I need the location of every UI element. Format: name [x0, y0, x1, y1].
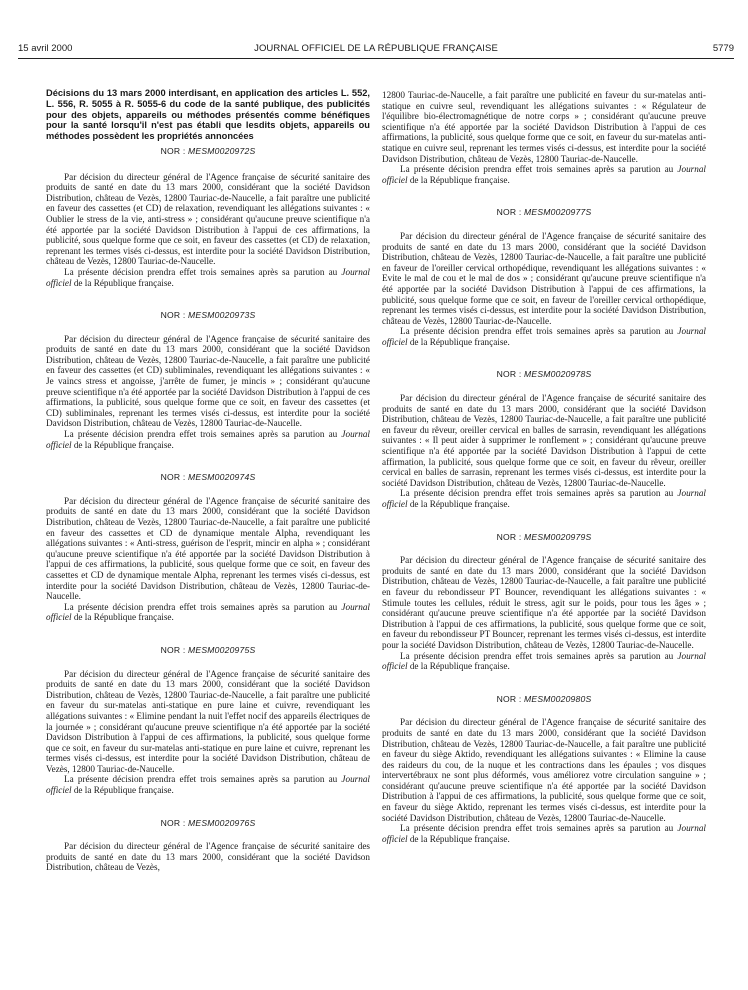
nor-reference [382, 207, 706, 218]
nor-code: MESM0020980S [524, 693, 592, 704]
nor-reference [46, 645, 370, 656]
nor-reference [46, 310, 370, 321]
decision-body: Par décision du directeur général de l'Agence française de sécurité sanitaire des produits de santé en date du 13 mars 2000, considérant que la société Davidson Distribution, château de Vezès, 12800 Tauriac-de-Naucelle, a fait paraître une publicité en faveur du siège Aktido, revendiquant les allégations suivantes : « Elimine la cause des raideurs du cou, de la nuque et les contractions dans les épaules ; vos disques intervertébraux ne sont plus déformés, vous améliorez votre circulation sanguine » ; considérant qu'aucune preuve scientifique n'a été apportée par la société Davidson Distribution à l'appui de ces affirmations, la publicité, sous quelque forme que ce soit, en faveur du siège Aktido, reprenant les termes visés ci-dessus, est interdite pour la société Davidson Distribution, château de Vezès, 12800 Tauriac-de-Naucelle. [382, 717, 706, 823]
decision-continuation [382, 90, 706, 164]
decision-body: Par décision du directeur général de l'Agence française de sécurité sanitaire des produits de santé en date du 13 mars 2000, considérant que la société Davidson Distribution, château de Vezès, 12800 Tauriac-de-Naucelle, a fait paraître une publicité en faveur du rebondisseur PT Bouncer, revendiquant les allégations suivantes : « Stimule toutes les cellules, réduit le stress, agit sur le poids, pour tous les âges » ; considérant qu'aucune preuve scientifique n'a été apportée par la société Davidson Distribution à l'appui de ces affirmations, la publicité, sous quelque forme que ce soit, en faveur du rebondisseur PT Bouncer, reprenant les termes visés ci-dessus, est interdite pour la société Davidson Distribution, château de Vezès, 12800 Tauriac-de-Naucelle. [382, 555, 706, 650]
nor-label: NOR : [496, 693, 522, 704]
decision-block [46, 645, 370, 796]
nor-label: NOR : [160, 145, 186, 156]
journal-title: JOURNAL OFFICIEL DE LA RÉPUBLIQUE FRANÇAISE [254, 43, 498, 54]
nor-code: MESM0020979S [524, 531, 592, 542]
nor-reference [382, 532, 706, 543]
right-column [382, 90, 706, 844]
decision-closing: La présente décision prendra effet trois semaines après sa parution au Journal officiel de la République française. [382, 326, 706, 347]
nor-label: NOR : [160, 817, 186, 828]
nor-label: NOR : [496, 369, 522, 380]
nor-reference [46, 472, 370, 483]
decision-body: Par décision du directeur général de l'Agence française de sécurité sanitaire des produits de santé en date du 13 mars 2000, considérant que la société Davidson Distribution, château de Vezès, 12800 Tauriac-de-Naucelle, a fait paraître une publicité en faveur du sur-matelas anti-statique en pure laine et cuivre, revendiquant les allégations suivantes : « Elimine pendant la nuit l'effet nocif des appareils électriques de la journée » ; considérant qu'aucune preuve scientifique n'a été apportée par la société Davidson Distribution à l'appui de ces affirmations, la publicité, sous quelque forme que ce soit, en faveur du sur-matelas anti-statique en pure laine et cuivre, reprenant les termes visés ci-dessus, est interdite pour la société Davidson Distribution, château de Vezès, 12800 Tauriac-de-Naucelle. [46, 668, 370, 774]
decision-block [46, 146, 370, 288]
decision-closing: La présente décision prendra effet trois semaines après sa parution au Journal officiel de la République française. [46, 429, 370, 450]
decision-closing: La présente décision prendra effet trois semaines après sa parution au Journal officiel de la République française. [382, 164, 706, 185]
decision-closing: La présente décision prendra effet trois semaines après sa parution au Journal officiel de la République française. [382, 823, 706, 844]
decision-body: Par décision du directeur général de l'Agence française de sécurité sanitaire des produits de santé en date du 13 mars 2000, considérant que la société Davidson Distribution, château de Vezès, 12800 Tauriac-de-Naucelle, a fait paraître une publicité en faveur du rêveur, oreiller cervical en balles de sarrasin, revendiquant les allégations suivantes : « Il peut aider à supprimer le ronflement » ; considérant qu'aucune preuve scientifique n'a été apportée par la société Davidson Distribution à l'appui de cette affirmation, la publicité, sous quelque forme que ce soit, en faveur du rêveur, oreiller cervical en balles de sarrasin, reprenant les termes visés ci-dessus, est interdite pour la société Davidson Distribution, château de Vezès, 12800 Tauriac-de-Naucelle. [382, 393, 706, 488]
decision-body: Par décision du directeur général de l'Agence française de sécurité sanitaire des produits de santé en date du 13 mars 2000, considérant que la société Davidson Distribution, château de Vezès, 12800 Tauriac-de-Naucelle, a fait paraître une publicité en faveur des cassettes et CD de dynamique mentale Alpha, revendiquant les allégations suivantes : « Anti-stress, guérison de l'esprit, mincir en alpha » ; considérant qu'aucune preuve scientifique n'a été apportée par la société Davidson Distribution à l'appui de ces affirmations, la publicité, sous quelque forme que ce soit, en faveur des cassettes et CD de dynamique mentale Alpha, reprenant les termes visés ci-dessus, est interdite pour la société Davidson Distribution, château de Vezès, 12800 Tauriac-de-Naucelle. [46, 495, 370, 602]
nor-label: NOR : [496, 531, 522, 542]
journal-officiel-ref: Journal officiel [46, 266, 370, 288]
left-column [46, 88, 370, 873]
journal-officiel-ref: Journal officiel [382, 650, 706, 672]
decision-body: Par décision du directeur général de l'Agence française de sécurité sanitaire des produits de santé en date du 13 mars 2000, considérant que la société Davidson Distribution, château de Vezès, 12800 Tauriac-de-Naucelle, a fait paraître une publicité en faveur des cassettes (et CD) de relaxation, revendiquant les allégations suivantes : « Oublier le stress de la vie, anti-stress » ; considérant qu'aucune preuve scientifique n'a été apportée par la société Davidson Distribution à l'appui de ces affirmations, la publicité, sous quelque forme que ce soit, en faveur des cassettes (et CD) de relaxation, reprenant les termes visés ci-dessus, est interdite pour la société Davidson Distribution, château de Vezès, 12800 Tauriac-de-Naucelle. [46, 171, 370, 267]
decision-block [382, 694, 706, 845]
header-rule [18, 58, 734, 59]
decision-closing: La présente décision prendra effet trois semaines après sa parution au Journal officiel de la République française. [382, 488, 706, 509]
journal-officiel-ref: Journal officiel [382, 326, 706, 347]
issue-date: 15 avril 2000 [18, 43, 73, 54]
journal-officiel-ref: Journal officiel [382, 164, 706, 185]
decision-block [46, 818, 370, 873]
decision-block [46, 472, 370, 623]
section-title: Décisions du 13 mars 2000 interdisant, en application des articles L. 552, L. 556, R. 5055 à R. 5055-6 du code de la santé publique, des publicités pour des objets, appareils ou méthodes présentés comme bénéfiques pour la santé lorsqu'il n'est pas établi que lesdits objets, appareils ou méthodes possèdent les propriétés annoncées [46, 88, 370, 142]
journal-officiel-ref: Journal officiel [46, 601, 370, 623]
decision-closing: La présente décision prendra effet trois semaines après sa parution au Journal officiel de la République française. [46, 601, 370, 623]
page-number: 5779 [712, 43, 734, 54]
decision-closing: La présente décision prendra effet trois semaines après sa parution au Journal officiel de la République française. [382, 650, 706, 672]
page-header [18, 43, 734, 57]
nor-reference [46, 146, 370, 157]
nor-code: MESM0020974S [188, 472, 256, 483]
nor-reference [382, 694, 706, 705]
nor-code: MESM0020972S [188, 145, 256, 156]
nor-label: NOR : [496, 207, 522, 218]
decision-body: Par décision du directeur général de l'Agence française de sécurité sanitaire des produits de santé en date du 13 mars 2000, considérant que la société Davidson Distribution, château de Vezès, [46, 841, 370, 873]
decision-closing-block [382, 164, 706, 185]
decision-block [382, 207, 706, 347]
journal-officiel-ref: Journal officiel [46, 429, 370, 450]
nor-code: MESM0020978S [524, 369, 592, 380]
nor-code: MESM0020976S [188, 817, 256, 828]
journal-officiel-ref: Journal officiel [46, 774, 370, 796]
decision-closing: La présente décision prendra effet trois semaines après sa parution au Journal officiel de la République française. [46, 774, 370, 796]
nor-label: NOR : [160, 472, 186, 483]
decision-body: Par décision du directeur général de l'Agence française de sécurité sanitaire des produits de santé en date du 13 mars 2000, considérant que la société Davidson Distribution, château de Vezès, 12800 Tauriac-de-Naucelle, a fait paraître une publicité en faveur des cassettes (et CD) subliminales, revendiquant les allégations suivantes : « Je vaincs stress et angoisse, j'arrête de fumer, je mincis » ; considérant qu'aucune preuve scientifique n'a été apportée par la société Davidson Distribution à l'appui de ces affirmations, la publicité, sous quelque forme que ce soit, en faveur des cassettes (et CD) subliminales, reprenant les termes visés ci-dessus, est interdite pour la société Davidson Distribution, château de Vezès, 12800 Tauriac-de-Naucelle. [46, 333, 370, 429]
decision-closing: La présente décision prendra effet trois semaines après sa parution au Journal officiel de la République française. [46, 266, 370, 288]
decision-body: Par décision du directeur général de l'Agence française de sécurité sanitaire des produits de santé en date du 13 mars 2000, considérant que la société Davidson Distribution, château de Vezès, 12800 Tauriac-de-Naucelle, a fait paraître une publicité en faveur de l'oreiller cervical orthopédique, revendiquant les allégations suivantes : « Evite le mal de cou et le mal de dos » ; considérant qu'aucune preuve scientifique n'a été apportée par la société Davidson Distribution à l'appui de ces affirmations, la publicité, sous quelque forme que ce soit, en faveur de l'oreiller cervical orthopédique, reprenant les termes visés ci-dessus, est interdite pour la société Davidson Distribution, château de Vezès, 12800 Tauriac-de-Naucelle. [382, 230, 706, 326]
nor-label: NOR : [160, 644, 186, 655]
decision-block [382, 532, 706, 672]
decision-block [46, 310, 370, 450]
nor-code: MESM0020973S [188, 310, 256, 321]
nor-reference [46, 818, 370, 829]
nor-code: MESM0020977S [524, 207, 592, 218]
decision-body: 12800 Tauriac-de-Naucelle, a fait paraître une publicité en faveur du sur-matelas anti-statique en cuivre seul, revendiquant les allégations suivantes : « Régulateur de l'équilibre bio-électromagnétique de notre corps » ; considérant qu'aucune preuve scientifique n'a été apportée par la société Davidson Distribution à l'appui de ces affirmations, la publicité, sous quelque forme que ce soit, en faveur du sur-matelas anti-statique en cuivre seul, reprenant les termes visés ci-dessus, est interdite pour la société Davidson Distribution, château de Vezès, 12800 Tauriac-de-Naucelle. [382, 90, 706, 164]
nor-reference [382, 369, 706, 380]
journal-officiel-ref: Journal officiel [382, 823, 706, 844]
journal-officiel-ref: Journal officiel [382, 488, 706, 509]
nor-label: NOR : [160, 310, 186, 321]
decision-block [382, 369, 706, 509]
nor-code: MESM0020975S [188, 644, 256, 655]
